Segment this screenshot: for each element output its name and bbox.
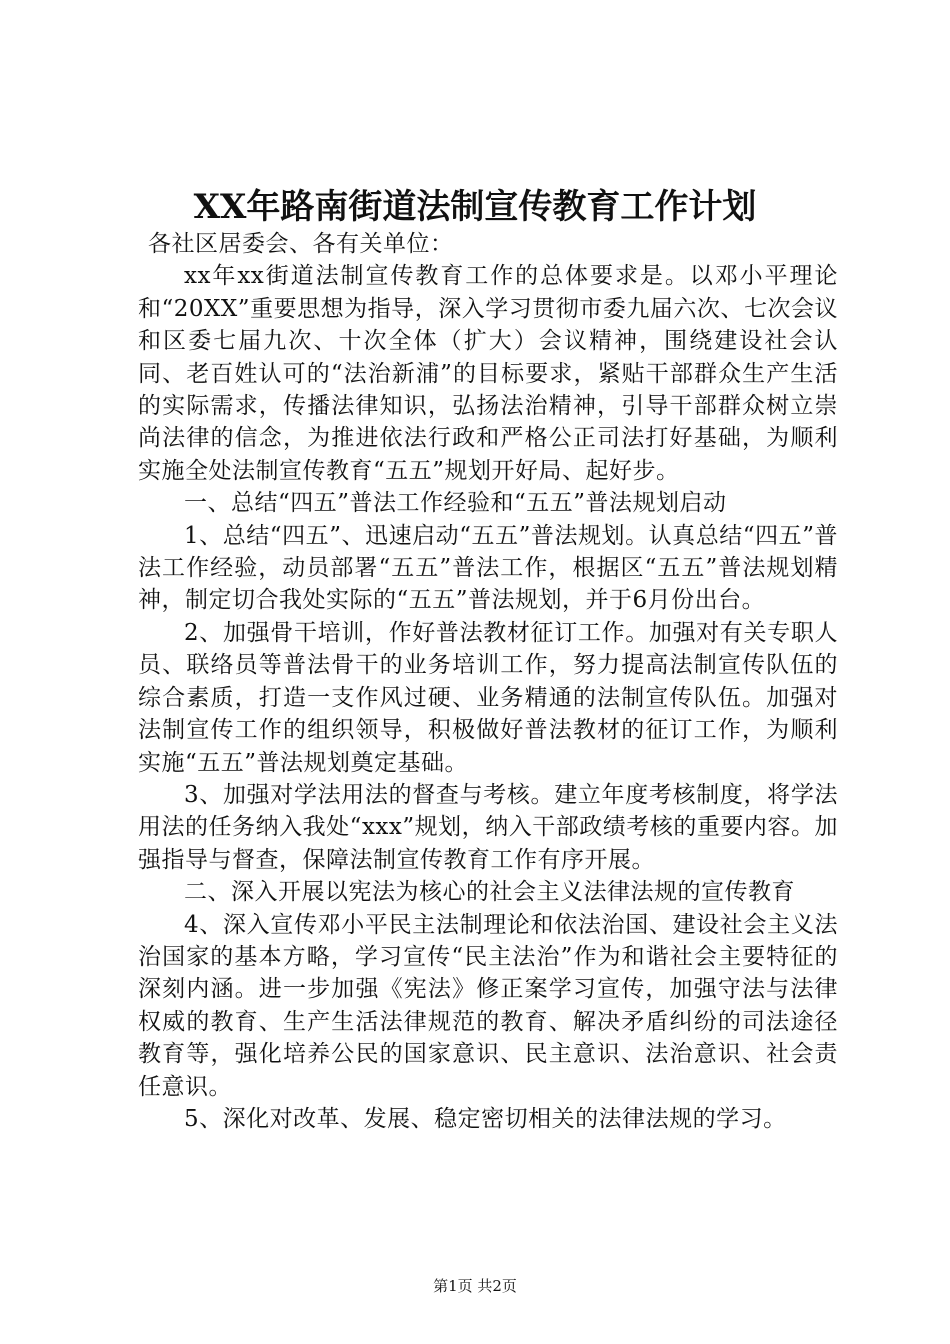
item-paragraph-5: 5、深化对改革、发展、稳定密切相关的法律法规的学习。 bbox=[184, 1105, 787, 1132]
intro-paragraph: xx年xx街道法制宣传教育工作的总体要求是。以邓小平理论和“20XX”重要思想为指导，深入学习贯彻市委九届六次、七次会议和区委七届九次、十次全体（扩大）会议精神，围绕建设社会认同、老百姓认可的“法治新浦”的目标要求，紧贴干部群众生产生活的实际需求，传播法律知识，弘扬法治精神，引导干部群众树立崇尚法律的信念，为推进依法行政和严格公正司法打好基础，为顺利实施全处法制宣传教育“五五”规划开好局、起好步。 bbox=[138, 263, 838, 484]
item-paragraph-4: 4、深入宣传邓小平民主法制理论和依法治国、建设社会主义法治国家的基本方略，学习宣传“民主法治”作为和谐社会主要特征的深刻内涵。进一步加强《宪法》修正案学习宣传，加强守法与法律权威的教育、生产生活法律规范的教育、解决矛盾纠纷的司法途径教育等，强化培养公民的国家意识、民主意识、法治意识、社会责任意识。 bbox=[138, 911, 838, 1100]
page-footer: 第1页 共2页 bbox=[433, 1277, 517, 1295]
section-heading-1: 一、总结“四五”普法工作经验和“五五”普法规划启动 bbox=[184, 490, 727, 517]
item-paragraph-2: 2、加强骨干培训，作好普法教材征订工作。加强对有关专职人员、联络员等普法骨干的业务培训工作，努力提高法制宣传队伍的综合素质，打造一支作风过硬、业务精通的法制宣传队伍。加强对法制宣传工作的组织领导，积极做好普法教材的征订工作，为顺利实施“五五”普法规划奠定基础。 bbox=[138, 619, 838, 776]
document-body bbox=[138, 228, 838, 1135]
document-title: XX年路南街道法制宣传教育工作计划 bbox=[193, 187, 757, 227]
item-paragraph-3: 3、加强对学法用法的督查与考核。建立年度考核制度，将学法用法的任务纳入我处“xxx”规划，纳入干部政绩考核的重要内容。加强指导与督查，保障法制宣传教育工作有序开展。 bbox=[138, 781, 838, 873]
item-paragraph-1: 1、总结“四五”、迅速启动“五五”普法规划。认真总结“四五”普法工作经验，动员部署“五五”普法工作，根据区“五五”普法规划精神，制定切合我处实际的“五五”普法规划，并于6月份出台。 bbox=[138, 522, 838, 614]
section-heading-2: 二、深入开展以宪法为核心的社会主义法律法规的宣传教育 bbox=[184, 879, 795, 906]
salutation-paragraph: 各社区居委会、各有关单位： bbox=[148, 231, 454, 257]
